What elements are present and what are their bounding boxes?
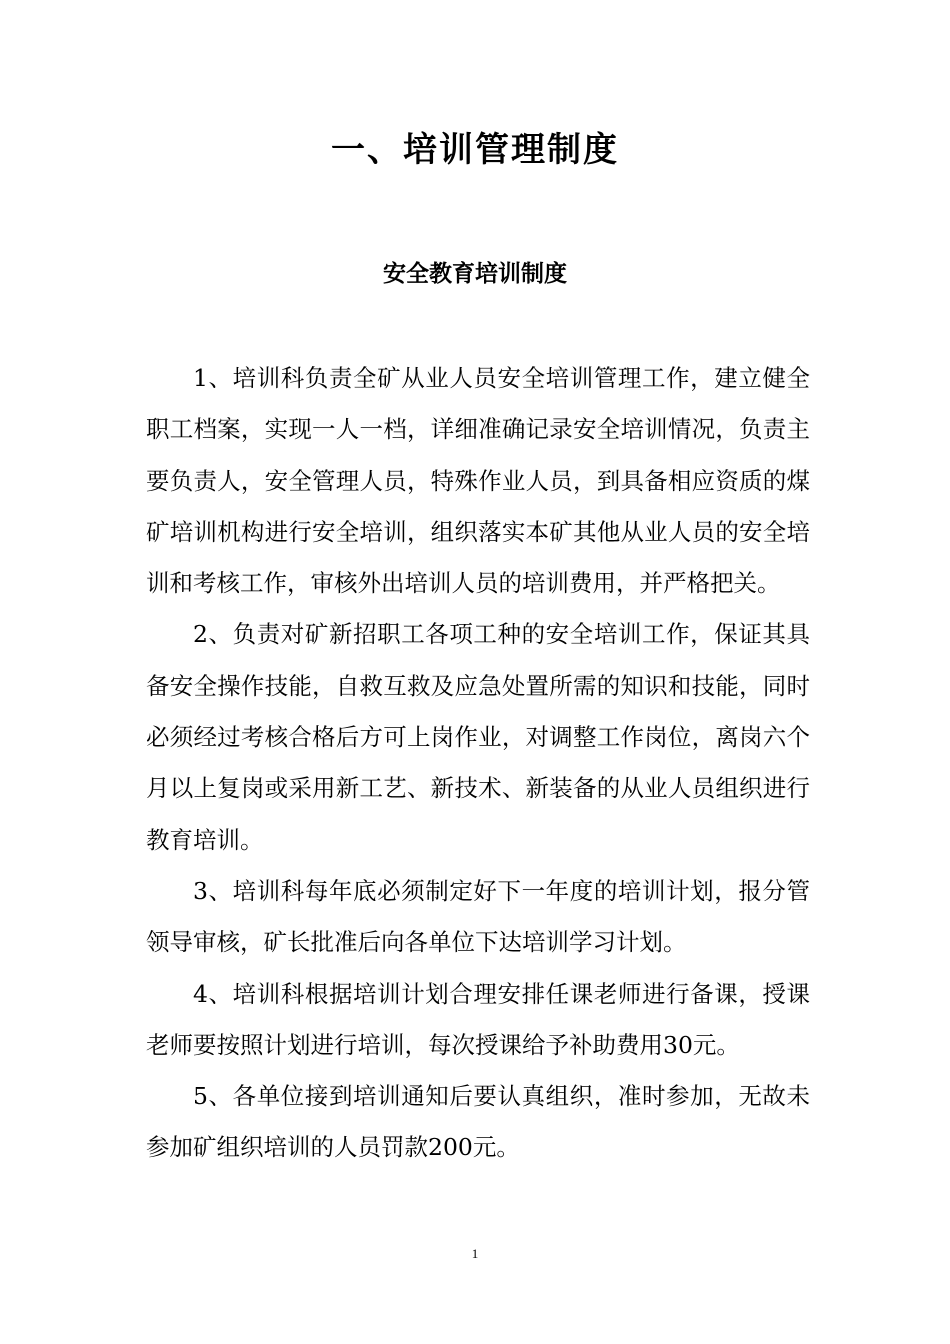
paragraph-1: 1、培训科负责全矿从业人员安全培训管理工作，建立健全职工档案，实现一人一档，详细准确记录安全培训情况，负责主要负责人，安全管理人员，特殊作业人员，到具备相应资质的煤矿培训机构进行安全培训，组织落实本矿其他从业人员的安全培训和考核工作，审核外出培训人员的培训费用，并严格把关。 — [146, 364, 810, 598]
page-number: 1 — [471, 1246, 479, 1261]
page-title: 一、培训管理制度 — [331, 130, 619, 170]
paragraph-5: 5、各单位接到培训通知后要认真组织，准时参加，无故未参加矿组织培训的人员罚款200元。 — [146, 1082, 810, 1162]
paragraph-2: 2、负责对矿新招职工各项工种的安全培训工作，保证其具备安全操作技能，自救互救及应急处置所需的知识和技能，同时必须经过考核合格后方可上岗作业，对调整工作岗位，离岗六个月以上复岗或采用新工艺、新技术、新装备的从业人员组织进行教育培训。 — [146, 620, 810, 854]
paragraph-3: 3、培训科每年底必须制定好下一年度的培训计划，报分管领导审核，矿长批准后向各单位下达培训学习计划。 — [146, 876, 810, 957]
document-body — [146, 353, 810, 1174]
paragraph-4: 4、培训科根据培训计划合理安排任课老师进行备课，授课老师要按照计划进行培训，每次授课给予补助费用30元。 — [146, 979, 810, 1059]
section-title: 安全教育培训制度 — [383, 261, 567, 287]
